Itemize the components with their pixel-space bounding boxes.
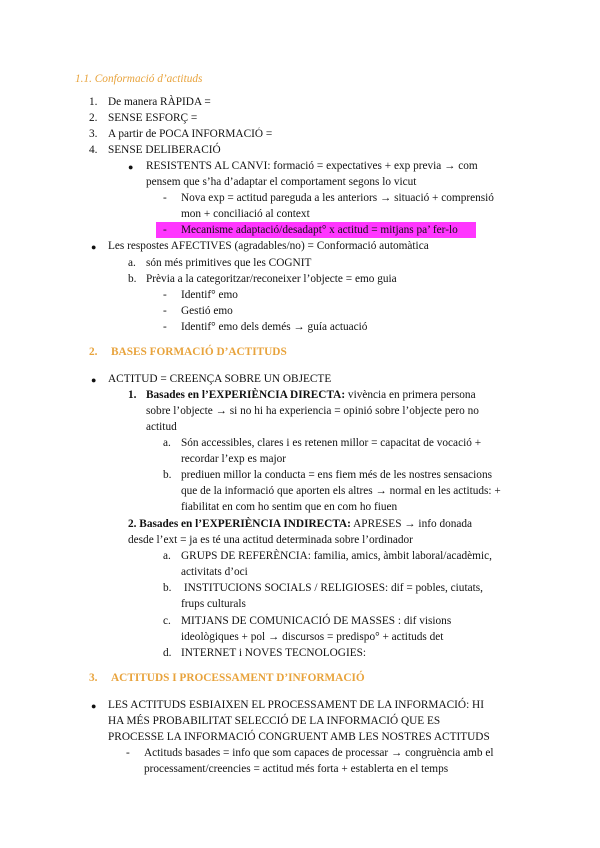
- esbiaixen-line-2: HA MÉS PROBABILITAT SELECCIÓ DE LA INFORMACIÓ QUE ES: [108, 715, 441, 727]
- dash-gestio-emo: Gestió emo: [181, 305, 233, 317]
- list-letter-b: b.: [163, 469, 172, 481]
- directa-b-line-2: que de la informació que aporten els altres → normal en les actituds: +: [181, 485, 501, 497]
- list-number-1: 1.: [128, 389, 137, 401]
- list-letter-d: d.: [163, 647, 172, 659]
- list-item-deliberacio: SENSE DELIBERACIÓ: [108, 144, 221, 156]
- experiencia-directa-line-1: [146, 388, 476, 404]
- section-2-number: 2.: [89, 346, 98, 358]
- list-item-esforc: SENSE ESFORÇ =: [108, 112, 198, 124]
- dash-marker: -: [163, 321, 167, 333]
- bullet-icon: ●: [128, 162, 134, 172]
- nova-exp-line-1: Nova exp = actitud pareguda a les anteriors → situació + comprensió: [181, 192, 494, 204]
- institucions-line-2: frups culturals: [181, 598, 246, 610]
- mecanisme-highlighted: Mecanisme adaptació/desadapt° x actitud = mitjans pa’ fer-lo: [181, 224, 458, 236]
- experiencia-indirecta-desc: APRESES → info donada: [353, 518, 473, 530]
- bullet-icon: ●: [91, 701, 97, 711]
- list-number-2: 2.: [89, 112, 98, 124]
- section-2-heading: BASES FORMACIÓ D’ACTITUDS: [111, 346, 287, 358]
- directa-b-line-3: fiabilitat en com ho sentim que en com ho fiuen: [181, 501, 398, 513]
- dash-marker: -: [126, 747, 130, 759]
- esbiaixen-line-1: LES ACTITUDS ESBIAIXEN EL PROCESSAMENT DE LA INFORMACIÓ: HI: [108, 699, 484, 711]
- dash-marker: -: [163, 305, 167, 317]
- list-letter-a: a.: [128, 257, 136, 269]
- list-number-1: 1.: [89, 96, 98, 108]
- directa-a-line-1: Són accessibles, clares i es retenen millor = capacitat de vocació +: [181, 437, 482, 449]
- esbiaixen-line-3: PROCESSE LA INFORMACIÓ CONGRUENT AMB LES NOSTRES ACTITUDS: [108, 731, 490, 743]
- resistents-line-2: pensem que s’ha d’adaptar el comportament segons lo vicut: [146, 176, 417, 188]
- bullet-icon: ●: [91, 375, 97, 385]
- mitjans-line-2: ideològiques + pol → discursos = predispo° + actituds det: [181, 631, 444, 643]
- actituds-basades-line-1: Actituds basades = info que som capaces de processar → congruència amb el: [144, 747, 494, 759]
- section-3-number: 3.: [89, 672, 98, 684]
- experiencia-directa-desc: vivència en primera persona: [347, 389, 476, 401]
- list-number-4: 4.: [89, 144, 98, 156]
- directa-b-line-1: prediuen millor la conducta = ens fiem més de les nostres sensacions: [181, 469, 492, 481]
- list-letter-a: a.: [163, 550, 171, 562]
- mitjans-line-1: MITJANS DE COMUNICACIÓ DE MASSES : dif visions: [181, 615, 452, 627]
- list-letter-b: b.: [163, 582, 172, 594]
- experiencia-directa-title: Basades en l’EXPERIÈNCIA DIRECTA:: [146, 389, 346, 401]
- list-letter-a: a.: [163, 437, 171, 449]
- actitud-creenca: ACTITUD = CREENÇA SOBRE UN OBJECTE: [108, 373, 332, 385]
- dash-identif-demes: Identif° emo dels demés → guía actuació: [181, 321, 368, 333]
- respostes-afectives: Les respostes AFECTIVES (agradables/no) = Conformació automàtica: [108, 240, 429, 252]
- sub-b-previa: Prèvia a la categoritzar/reconeixer l’objecte = emo guia: [146, 273, 397, 285]
- internet-line: INTERNET i NOVES TECNOLOGIES:: [181, 647, 367, 659]
- list-number-3: 3.: [89, 128, 98, 140]
- institucions-line-1: INSTITUCIONS SOCIALS / RELIGIOSES: dif = pobles, ciutats,: [181, 582, 483, 594]
- list-item-rapida: De manera RÀPIDA =: [108, 96, 211, 108]
- nova-exp-line-2: mon + conciliació al context: [181, 208, 310, 220]
- list-letter-c: c.: [163, 615, 171, 627]
- experiencia-indirecta-line-1: [128, 517, 472, 533]
- grups-referencia-line-1: GRUPS DE REFERÈNCIA: familia, amics, àmbit laboral/acadèmic,: [181, 550, 492, 562]
- grups-referencia-line-2: activitats d’oci: [181, 566, 248, 578]
- dash-marker: -: [163, 289, 167, 301]
- dash-identif-emo: Identif° emo: [181, 289, 238, 301]
- sub-a-primitives: són més primitives que les COGNIT: [146, 257, 312, 269]
- dash-marker: -: [163, 192, 167, 204]
- list-letter-b: b.: [128, 273, 137, 285]
- list-item-poca-info: A partir de POCA INFORMACIÓ =: [108, 128, 273, 140]
- resistents-line-1: RESISTENTS AL CANVI: formació = expectatives + exp previa → com: [146, 160, 478, 172]
- actituds-basades-line-2: processament/creencies = actitud més forta + establerta en el temps: [144, 763, 449, 775]
- section-3-heading: ACTITUDS I PROCESSAMENT D’INFORMACIÓ: [111, 672, 365, 684]
- bullet-icon: ●: [91, 242, 97, 252]
- experiencia-indirecta-title: 2. Basades en l’EXPERIÈNCIA INDIRECTA:: [128, 518, 351, 530]
- experiencia-directa-line-2: sobre l’objecte → si no hi ha experiencia = opinió sobre l’objecte pero no: [146, 405, 479, 417]
- experiencia-indirecta-line-2: desde l’ext = ja es té una actitud determinada sobre l’ordinador: [128, 534, 413, 546]
- section-1-1-heading: 1.1. Conformació d’actituds: [75, 73, 203, 85]
- dash-marker: -: [163, 224, 167, 236]
- directa-a-line-2: recordar l’exp es major: [181, 453, 287, 465]
- experiencia-directa-line-3: actitud: [146, 421, 177, 433]
